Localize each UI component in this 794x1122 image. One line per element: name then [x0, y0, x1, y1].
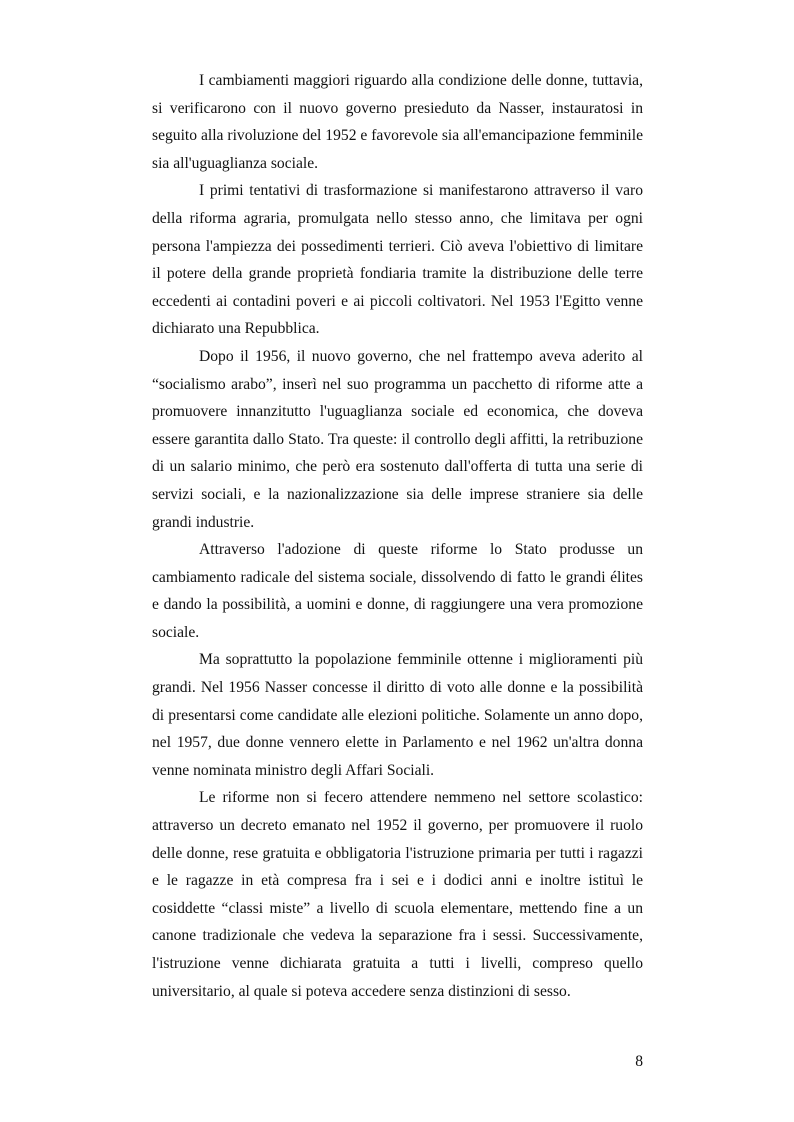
paragraph-agrarian-reform: I primi tentativi di trasformazione si manifestarono attraverso il varo della riforma agraria, promulgata nello stesso anno, che limitava per ogni persona l'ampiezza dei possedimenti terrieri. Ciò aveva l'obiettivo di limitare il potere della grande proprietà fondiaria tramite la distribuzione delle terre eccedenti ai contadini poveri e ai piccoli coltivatori. Nel 1953 l'Egitto venne dichiarato una Repubblica. — [152, 182, 643, 338]
paragraph-social-change: Attraverso l'adozione di queste riforme lo Stato produsse un cambiamento radicale del sistema sociale, dissolvendo di fatto le grandi élites e dando la possibilità, a uomini e donne, di raggiungere una vera promozione sociale. — [152, 541, 643, 641]
page-number: 8 — [635, 1053, 643, 1070]
paragraph-school-reform: Le riforme non si fecero attendere nemmeno nel settore scolastico: attraverso un decreto emanato nel 1952 il governo, per promuovere il ruolo delle donne, rese gratuita e obbligatoria l'istruzione primaria per tutti i ragazzi e le ragazze in età compresa fra i sei e i dodici anni e inoltre istituì le cosiddette “classi miste” a livello di scuola elementare, mettendo fine a un canone tradizionale che vedeva la separazione fra i sessi. Successivamente, l'istruzione venne dichiarata gratuita a tutti i livelli, compreso quello universitario, al quale si poteva accedere senza distinzioni di sesso. — [152, 789, 643, 1000]
paragraph-women-vote: Ma soprattutto la popolazione femminile ottenne i miglioramenti più grandi. Nel 1956 Nasser concesse il diritto di voto alle donne e la possibilità di presentarsi come candidate alle elezioni politiche. Solamente un anno dopo, nel 1957, due donne vennero elette in Parlamento e nel 1962 un'altra donna venne nominata ministro degli Affari Sociali. — [152, 651, 643, 779]
paragraph-arab-socialism: Dopo il 1956, il nuovo governo, che nel frattempo aveva aderito al “socialismo arabo”, inserì nel suo programma un pacchetto di riforme atte a promuovere innanzitutto l'uguaglianza sociale ed economica, che doveva essere garantita dallo Stato. Tra queste: il controllo degli affitti, la retribuzione di un salario minimo, che però era sostenuto dall'offerta di tutta una serie di servizi sociali, e la nazionalizzazione sia delle imprese straniere sia delle grandi industrie. — [152, 347, 643, 531]
body-text — [152, 67, 643, 1005]
paragraph-nasser-government: I cambiamenti maggiori riguardo alla condizione delle donne, tuttavia, si verificarono con il nuovo governo presieduto da Nasser, instauratosi in seguito alla rivoluzione del 1952 e favorevole sia all'emancipazione femminile sia all'uguaglianza sociale. — [152, 72, 643, 172]
